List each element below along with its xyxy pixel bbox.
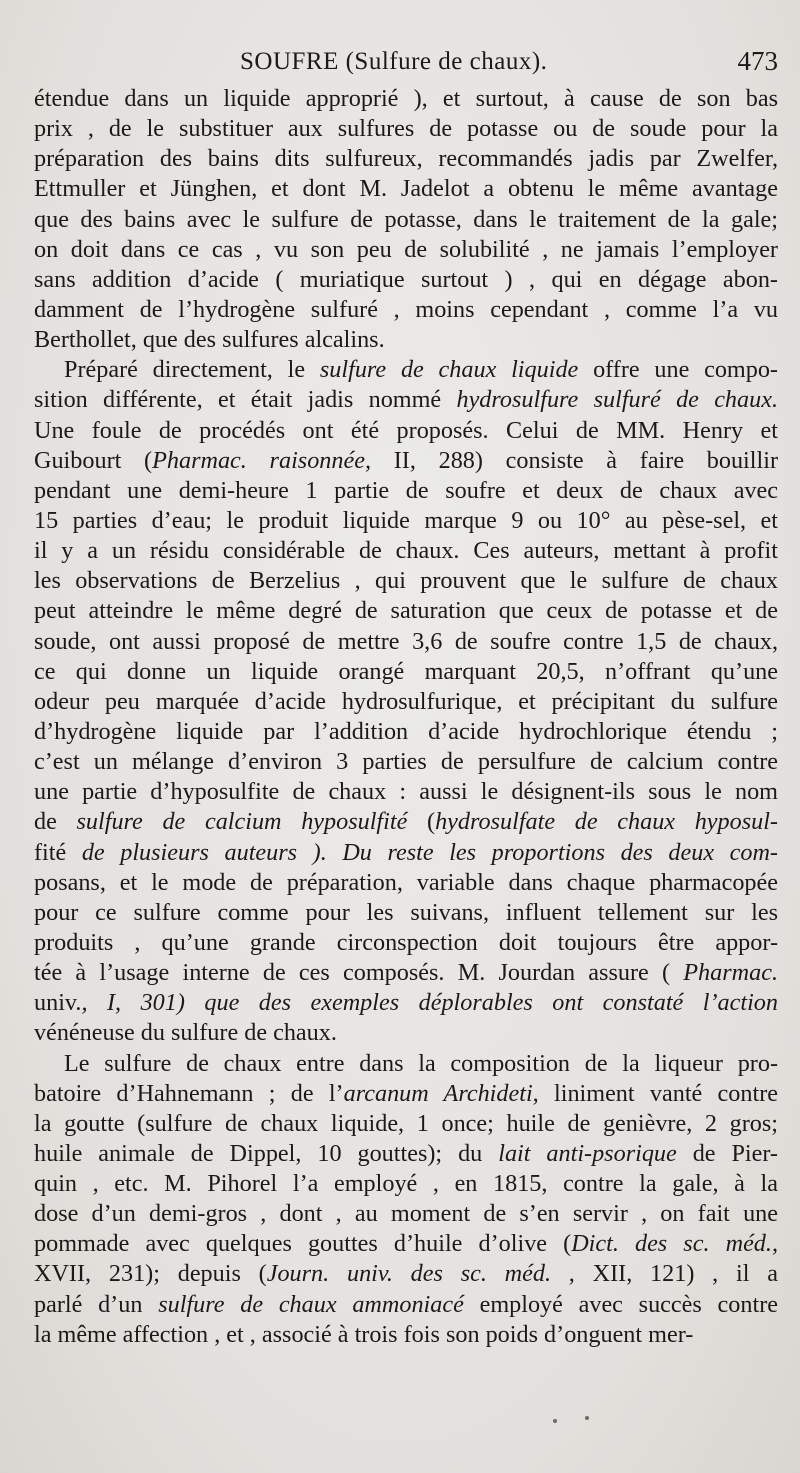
text-segment: odeur peu marquée d’acide hydrosulfurique, et précipitant du sulfure bbox=[34, 687, 778, 715]
text-segment: prix , de le substituer aux sulfures de potasse ou de soude pour la bbox=[34, 115, 778, 143]
text-line bbox=[34, 657, 778, 687]
text-line bbox=[34, 355, 778, 385]
italic-segment: arcanum Archideti, bbox=[343, 1079, 539, 1107]
text-segment: 15 parties d’eau; le produit liquide marque 9 ou 10° au pèse-sel, et bbox=[34, 506, 778, 534]
text-segment: Le sulfure de chaux entre dans la composition de la liqueur pro- bbox=[64, 1049, 778, 1077]
text-segment: la goutte (sulfure de chaux liquide, 1 once; huile de genièvre, 2 gros; bbox=[34, 1109, 778, 1137]
text-segment: pendant une demi-heure 1 partie de soufre et deux de chaux avec bbox=[34, 476, 778, 504]
ink-speck bbox=[553, 1419, 557, 1423]
italic-segment: lait anti-psorique bbox=[498, 1139, 677, 1167]
text-line bbox=[34, 958, 778, 988]
page-number: 473 bbox=[737, 46, 778, 76]
text-line bbox=[34, 717, 778, 747]
text-segment: ( bbox=[407, 808, 436, 836]
text-line bbox=[34, 205, 778, 235]
text-segment: la même affection , et , associé à trois fois son poids d’onguent mer- bbox=[34, 1320, 694, 1348]
text-segment: préparation des bains dits sulfureux, recommandés jadis par Zwelfer, bbox=[34, 145, 778, 173]
text-line bbox=[34, 1139, 778, 1169]
text-segment: Une foule de procédés ont été proposés. Celui de MM. Henry et bbox=[34, 416, 778, 444]
text-segment: ce qui donne un liquide orangé marquant 20,5, n’offrant qu’une bbox=[34, 657, 778, 685]
italic-segment: de plusieurs auteurs ). Du reste les proportions des deux com- bbox=[66, 838, 778, 866]
text-segment: pour ce sulfure comme pour les suivans, influent tellement sur les bbox=[34, 898, 778, 926]
text-line bbox=[34, 416, 778, 446]
italic-segment: sulfure de calcium hyposulfité bbox=[76, 808, 408, 836]
text-segment: XII, 121) , il a bbox=[574, 1260, 778, 1288]
page-header bbox=[34, 46, 778, 82]
text-segment: sans addition d’acide ( muriatique surtout ) , qui en dégage abon- bbox=[34, 265, 778, 293]
text-segment: tée à l’usage interne de ces composés. M. Jourdan assure ( bbox=[34, 959, 684, 987]
text-line bbox=[34, 807, 778, 837]
text-line bbox=[34, 114, 778, 144]
text-segment: il y a un résidu considérable de chaux. Ces auteurs, mettant à profit bbox=[34, 537, 778, 565]
italic-segment: Pharmac. raisonnée, bbox=[152, 446, 372, 474]
text-line bbox=[34, 566, 778, 596]
text-line bbox=[34, 1199, 778, 1229]
text-segment: étendue dans un liquide approprié ), et surtout, à cause de son bas bbox=[34, 85, 778, 112]
page-body bbox=[34, 84, 778, 1350]
text-segment: Berthollet, que des sulfures alcalins. bbox=[34, 326, 385, 354]
text-segment: produits , qu’une grande circonspection doit toujours être appor- bbox=[34, 928, 778, 956]
italic-segment: sulfure de chaux ammoniacé bbox=[158, 1290, 464, 1318]
text-line bbox=[34, 325, 778, 355]
italic-segment: Pharmac. bbox=[683, 959, 778, 987]
text-line bbox=[34, 838, 778, 868]
running-title: SOUFRE (Sulfure de chaux). bbox=[240, 48, 548, 75]
text-line bbox=[34, 596, 778, 626]
text-segment: XVII, 231); depuis ( bbox=[34, 1260, 267, 1288]
text-segment: Guibourt ( bbox=[34, 446, 153, 474]
text-segment: vénéneuse du sulfure de chaux. bbox=[34, 1019, 337, 1047]
text-segment: dose d’un demi-gros , dont , au moment de s’en servir , on fait une bbox=[34, 1200, 778, 1228]
text-segment: parlé d’un bbox=[34, 1290, 159, 1318]
text-segment: de Pier- bbox=[676, 1139, 778, 1167]
text-segment: de bbox=[34, 808, 77, 836]
text-segment: employé avec succès contre bbox=[463, 1290, 778, 1318]
italic-segment: hydrosulfure sulfuré de chaux. bbox=[456, 386, 778, 414]
text-line bbox=[34, 928, 778, 958]
text-line bbox=[34, 868, 778, 898]
text-line bbox=[34, 988, 778, 1018]
text-segment: peut atteindre le même degré de saturation que ceux de potasse et de bbox=[34, 597, 778, 625]
italic-segment: sulfure de chaux liquide bbox=[319, 356, 579, 384]
text-segment: offre une compo- bbox=[578, 356, 778, 384]
text-segment: univ. bbox=[34, 989, 82, 1017]
text-segment: liniment vanté contre bbox=[538, 1079, 778, 1107]
text-line bbox=[34, 476, 778, 506]
text-segment: les observations de Berzelius , qui prouvent que le sulfure de chaux bbox=[34, 567, 778, 595]
text-line bbox=[34, 687, 778, 717]
ink-speck bbox=[585, 1416, 589, 1420]
text-segment: fité bbox=[34, 838, 67, 866]
text-segment: posans, et le mode de préparation, variable dans chaque pharmacopée bbox=[34, 868, 778, 896]
text-line bbox=[34, 1229, 778, 1259]
text-segment: quin , etc. M. Pihorel l’a employé , en 1815, contre la gale, à la bbox=[34, 1170, 778, 1198]
text-segment: une partie d’hyposulfite de chaux : aussi le désignent-ils sous le nom bbox=[34, 778, 778, 806]
text-segment: c’est un mélange d’environ 3 parties de persulfure de calcium contre bbox=[34, 748, 778, 776]
text-line bbox=[34, 1320, 778, 1350]
text-line bbox=[34, 265, 778, 295]
text-line bbox=[34, 385, 778, 415]
text-segment: soude, ont aussi proposé de mettre 3,6 de soufre contre 1,5 de chaux, bbox=[34, 627, 778, 655]
text-line bbox=[34, 1169, 778, 1199]
text-line bbox=[34, 84, 778, 114]
text-line bbox=[34, 1290, 778, 1320]
italic-segment: Journ. univ. des sc. méd. , bbox=[266, 1260, 575, 1288]
text-segment: Préparé directement, le bbox=[64, 356, 320, 384]
text-line bbox=[34, 777, 778, 807]
text-line bbox=[34, 144, 778, 174]
text-segment: que des bains avec le sulfure de potasse, dans le traitement de la gale; bbox=[34, 205, 778, 233]
text-line bbox=[34, 506, 778, 536]
text-segment: pommade avec quelques gouttes d’huile d’olive ( bbox=[34, 1230, 572, 1258]
text-segment: d’hydrogène liquide par l’addition d’acide hydrochlorique étendu ; bbox=[34, 717, 778, 745]
text-line bbox=[34, 235, 778, 265]
text-segment: on doit dans ce cas , vu son peu de solubilité , ne jamais l’employer bbox=[34, 235, 778, 263]
text-line bbox=[34, 536, 778, 566]
text-line bbox=[34, 1049, 778, 1079]
text-line bbox=[34, 174, 778, 204]
text-line bbox=[34, 1259, 778, 1289]
italic-segment: hydrosulfate de chaux hyposul- bbox=[435, 808, 778, 836]
text-segment: huile animale de Dippel, 10 gouttes); du bbox=[34, 1139, 499, 1167]
text-line bbox=[34, 446, 778, 476]
text-line bbox=[34, 1109, 778, 1139]
text-segment: Ettmuller et Jünghen, et dont M. Jadelot a obtenu le même avantage bbox=[34, 175, 778, 203]
text-line bbox=[34, 1079, 778, 1109]
italic-segment: Dict. des sc. méd., bbox=[571, 1230, 778, 1258]
text-line bbox=[34, 295, 778, 325]
text-segment: II, 288) consiste à faire bouillir bbox=[371, 446, 778, 474]
text-segment: damment de l’hydrogène sulfuré , moins cependant , comme l’a vu bbox=[34, 295, 778, 323]
text-line bbox=[34, 898, 778, 928]
italic-segment: , I, 301) que des exemples déplorables ont constaté l’action bbox=[81, 989, 778, 1017]
text-line bbox=[34, 747, 778, 777]
text-line bbox=[34, 627, 778, 657]
text-line bbox=[34, 1018, 778, 1048]
text-segment: batoire d’Hahnemann ; de l’ bbox=[34, 1079, 344, 1107]
text-segment: sition différente, et était jadis nommé bbox=[34, 386, 457, 414]
